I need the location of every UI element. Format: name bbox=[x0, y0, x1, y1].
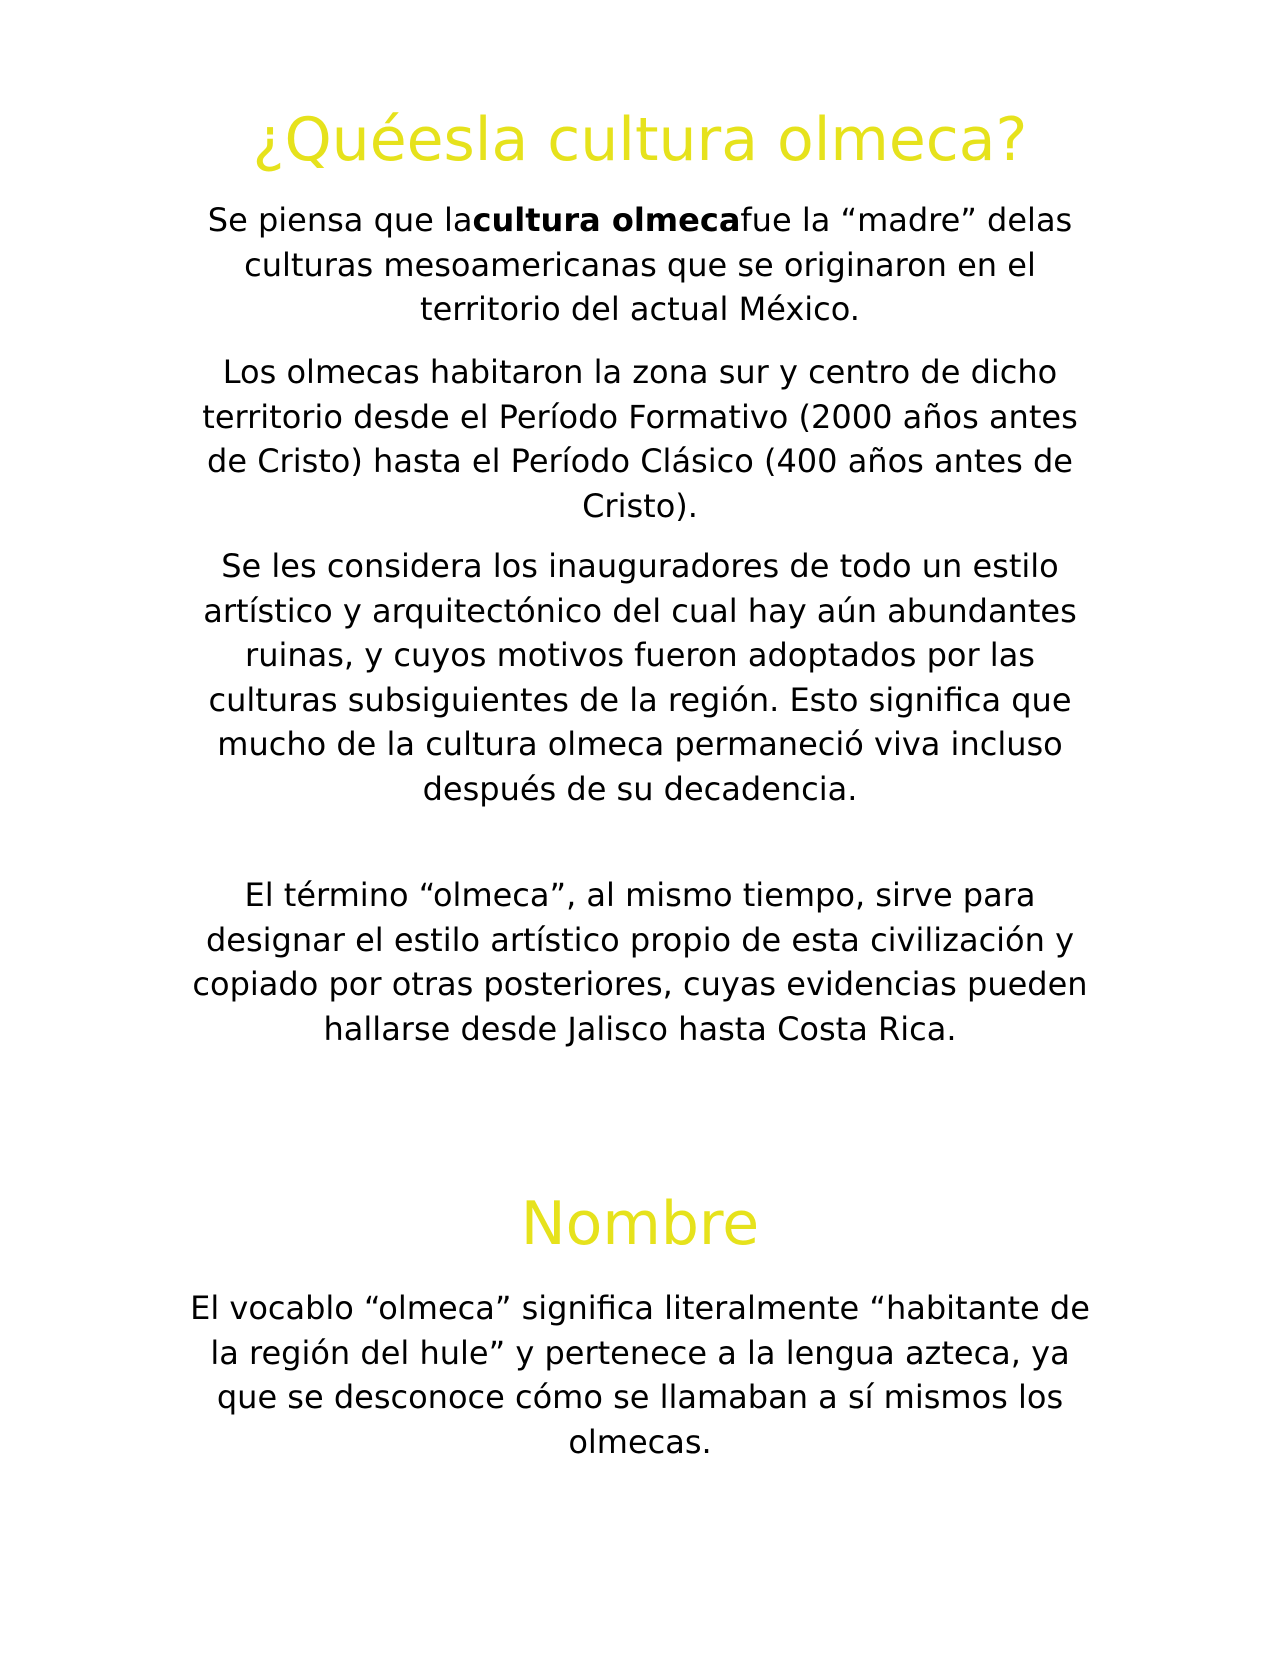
section-title-nombre: Nombre bbox=[520, 1189, 760, 1259]
paragraph-territorio: Los olmecas habitaron la zona sur y centro de dicho territorio desde el Período Formativo (2000 años antes de Cristo) hasta el Período Clásico (400 años antes de Cristo). bbox=[202, 353, 1078, 525]
section-title-cultura-olmeca: ¿Quéesla cultura olmeca? bbox=[252, 105, 1028, 175]
paragraph-vocablo: El vocablo “olmeca” significa literalmente “habitante de la región del hule” y pertenece a la lengua azteca, ya que se desconoce cómo se llamaban a sí mismos los olmecas. bbox=[190, 1289, 1090, 1461]
bold-term: cultura olmeca bbox=[472, 201, 741, 239]
paragraph-estilo-artistico: Se les considera los inauguradores de todo un estilo artístico y arquitectónico del cual hay aún abundantes ruinas, y cuyos motivos fueron adoptados por las culturas subsiguientes de la región. Esto significa que mucho de la cultura olmeca permaneció viva incluso después de su decadencia. bbox=[203, 547, 1077, 808]
paragraph-madre-culturas bbox=[180, 198, 1100, 332]
paragraph-termino-olmeca: El término “olmeca”, al mismo tiempo, sirve para designar el estilo artístico propio de esta civilización y copiado por otras posteriores, cuyas evidencias pueden hallarse desde Jalisco hasta Costa Rica. bbox=[192, 876, 1088, 1048]
paragraph-text: Se piensa que la bbox=[207, 201, 473, 239]
paragraph-text: fue la “madre” delas culturas mesoamericanas que se originaron en el territorio del actual México. bbox=[244, 201, 1073, 328]
